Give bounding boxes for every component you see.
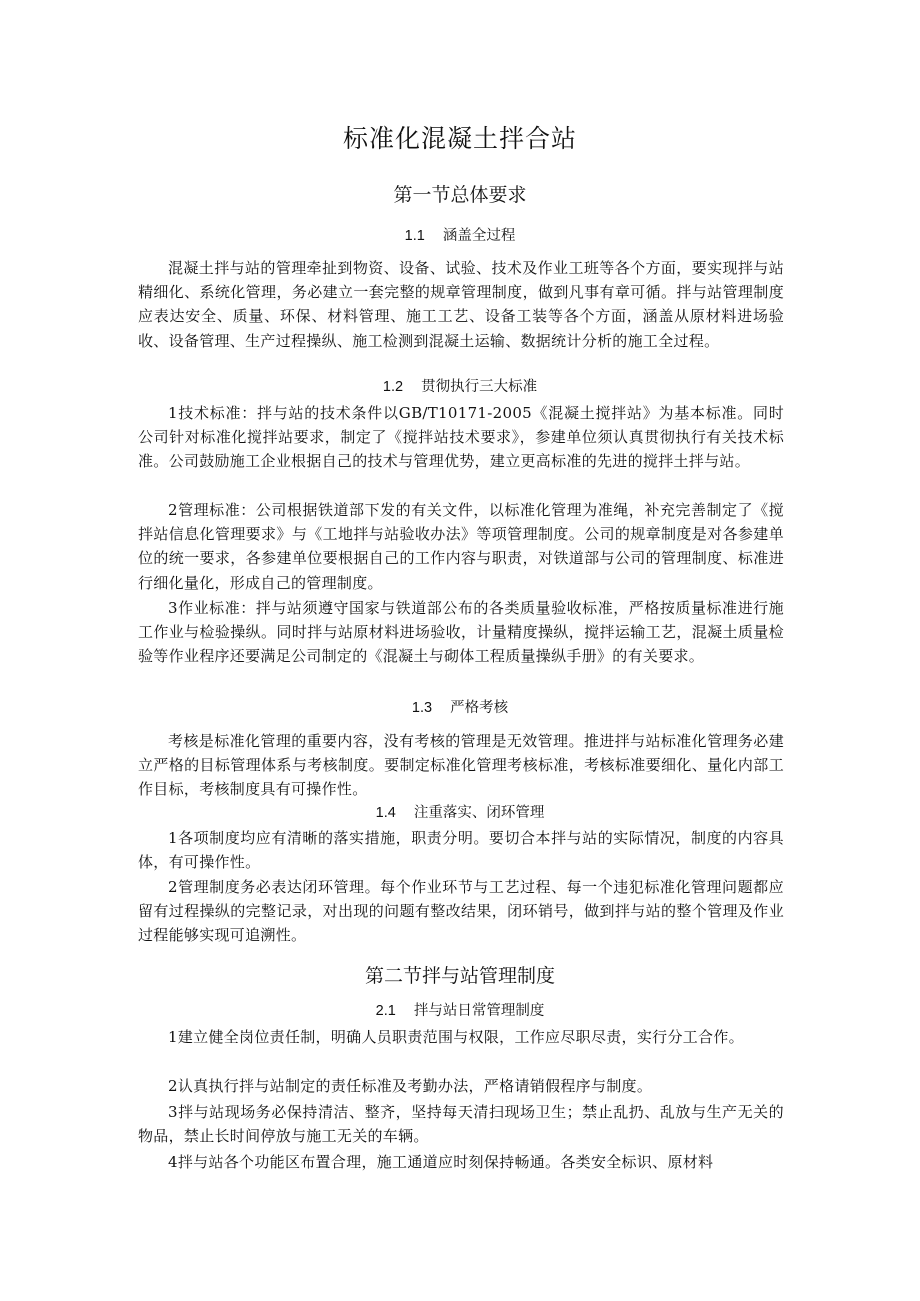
paragraph: 考核是标准化管理的重要内容，没有考核的管理是无效管理。推进拌与站标准化管理务必建立严格的目标管理体系与考核制度。要制定标准化管理考核标准，考核标准要细化、量化内部工作目标，考核制度具有可操作性。 [138, 732, 784, 799]
subsection-number: 1.2 [382, 379, 404, 395]
paragraph: 3拌与站现场务必保持清洁、整齐，坚持每天清扫现场卫生；禁止乱扔、乱放与生产无关的物品，禁止长时间停放与施工无关的车辆。 [138, 1103, 784, 1146]
subsection-heading-1-4 [0, 802, 920, 824]
paragraph: 2管理标准：公司根据铁道部下发的有关文件，以标准化管理为准绳，补充完善制定了《搅拌站信息化管理要求》与《工地拌与站验收办法》等项管理制度。公司的规章制度是对各参建单位的统一要求，各参建单位要根据自己的工作内容与职责，对铁道部与公司的管理制度、标准进行细化量化，形成自己的管理制度。 [138, 501, 784, 592]
section-heading-1: 第一节总体要求 [393, 184, 527, 206]
section-heading-2: 第二节拌与站管理制度 [364, 965, 555, 987]
subsection-number: 1.1 [404, 228, 425, 244]
paragraph: 混凝土拌与站的管理牵扯到物资、设备、试验、技术及作业工班等各个方面，要实现拌与站精细化、系统化管理，务必建立一套完整的规章管理制度，做到凡事有章可循。拌与站管理制度应表达安全、质量、环保、材料管理、施工工艺、设备工装等各个方面，涵盖从原材料进场验收、设备管理、生产过程操纵、施工检测到混凝土运输、数据统计分析的施工全过程。 [138, 259, 784, 350]
paragraph: 3作业标准：拌与站须遵守国家与铁道部公布的各类质量验收标准，严格按质量标准进行施工作业与检验操纵。同时拌与站原材料进场验收，计量精度操纵，搅拌运输工艺，混凝土质量检验等作业程序还要满足公司制定的《混凝土与砌体工程质量操纵手册》的有关要求。 [138, 599, 784, 666]
paragraph: 1各项制度均应有清晰的落实措施，职责分明。要切合本拌与站的实际情况，制度的内容具体，有可操作性。 [138, 829, 784, 872]
subsection-title: 严格考核 [450, 700, 509, 716]
subsection-title: 拌与站日常管理制度 [413, 1003, 545, 1019]
subsection-title: 贯彻执行三大标准 [421, 379, 538, 395]
paragraph: 4拌与站各个功能区布置合理，施工通道应时刻保持畅通。各类安全标识、原材料 [168, 1153, 714, 1171]
subsection-number: 1.3 [411, 700, 433, 716]
subsection-number: 2.1 [375, 1003, 396, 1019]
subsection-number: 1.4 [375, 805, 396, 821]
paragraph: 2管理制度务必表达闭环管理。每个作业环节与工艺过程、每一个违犯标准化管理问题都应留有过程操纵的完整记录，对出现的问题有整改结果，闭环销号，做到拌与站的整个管理及作业过程能够实现可追溯性。 [138, 878, 784, 945]
paragraph: 1技术标准：拌与站的技术条件以GB/T10171-2005《混凝土搅拌站》为基本标准。同时公司针对标准化搅拌站要求，制定了《搅拌站技术要求》，参建单位须认真贯彻执行有关技术标准。公司鼓励施工企业根据自己的技术与管理优势，建立更高标准的先进的搅拌土拌与站。 [138, 404, 784, 471]
paragraph: 2认真执行拌与站制定的责任标准及考勤办法，严格请销假程序与制度。 [168, 1077, 653, 1095]
document-title: 标准化混凝土拌合站 [342, 124, 577, 153]
subsection-heading-2-1 [0, 1000, 920, 1022]
subsection-heading-1-2 [0, 376, 920, 398]
subsection-heading-1-3 [0, 697, 920, 719]
subsection-title: 注重落实、闭环管理 [413, 805, 545, 821]
paragraph: 1建立健全岗位责任制，明确人员职责范围与权限，工作应尽职尽责，实行分工合作。 [168, 1028, 744, 1046]
subsection-title: 涵盖全过程 [442, 228, 516, 244]
subsection-heading-1-1 [0, 225, 920, 247]
